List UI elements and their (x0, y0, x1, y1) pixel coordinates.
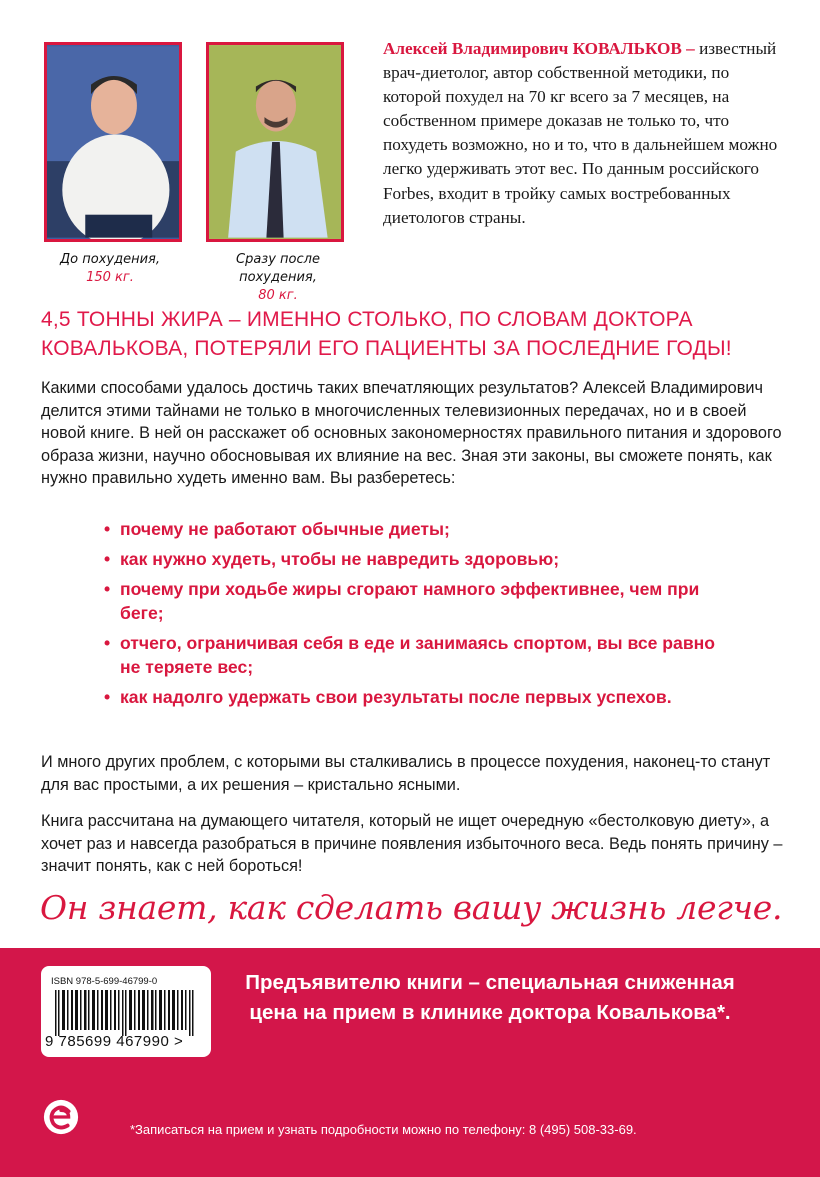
bullet-icon: • (104, 519, 111, 539)
bullet-icon: • (104, 687, 111, 707)
list-item: • как надолго удержать свои результаты после первых успехов. (104, 687, 672, 707)
person-before-image (47, 45, 179, 239)
audience-paragraph: Книга рассчитана на думающего читателя, который не ищет очередную «бестолковую диету», а хочет раз и навсегда разобраться в причине появления избыточного веса. Ведь понять причину – значит понять, как с ней бороться! (41, 812, 783, 876)
bullet-icon: • (104, 549, 111, 569)
bullet-icon: • (104, 579, 111, 599)
isbn-text: ISBN 978-5-699-46799-0 (51, 976, 158, 987)
barcode-bars-icon (55, 990, 201, 1036)
person-after-image (209, 45, 341, 239)
headline: 4,5 ТОННЫ ЖИРА – ИМЕННО СТОЛЬКО, ПО СЛОВАМ ДОКТОРА КОВАЛЬКОВА, ПОТЕРЯЛИ ЕГО ПАЦИЕНТЫ ЗА ПОСЛЕДНИЕ ГОДЫ! (41, 308, 732, 360)
caption-after-label: Сразу после похудения, (236, 252, 320, 285)
list-item: • отчего, ограничивая себя в еде и занимаясь спортом, вы все равно не теряете вес; (104, 633, 716, 677)
author-bio (383, 37, 788, 230)
list-item: • почему не работают обычные диеты; (104, 519, 450, 539)
closing-paragraph: И много других проблем, с которыми вы сталкивались в процессе похудения, наконец-то станут для вас простыми, а их решения – кристально ясными. (41, 753, 771, 794)
list-item: • как нужно худеть, чтобы не навредить здоровью; (104, 549, 560, 569)
footnote: *Записаться на прием и узнать подробности можно по телефону: 8 (495) 508-33-69. (130, 1122, 637, 1137)
caption-after-weight: 80 кг. (258, 288, 298, 303)
caption-before-weight: 150 кг. (86, 270, 134, 285)
list-item: • почему при ходьбе жиры сгорают намного эффективнее, чем при беге; (104, 579, 700, 623)
caption-after (198, 251, 358, 305)
slogan: Он знает, как сделать вашу жизнь легче. (40, 888, 783, 927)
intro-paragraph: Какими способами удалось достичь таких впечатляющих результатов? Алексей Владимирович делится этими тайнами не только в многочисленных телевизионных передачах, но и в своей новой книге. В ней он расскажет об основных закономерностях правильного питания и здорового образа жизни, научно обосновывая их влияние на вес. Зная эти законы, вы сможете понять, как нужно правильно худеть именно вам. Вы разберетесь: (41, 379, 782, 488)
caption-before (30, 251, 190, 287)
photo-before (44, 42, 182, 242)
author-name: Алексей Владимирович КОВАЛЬКОВ – (383, 39, 695, 58)
barcode (41, 966, 211, 1057)
publisher-logo-icon (42, 1098, 80, 1136)
benefits-list (104, 517, 724, 715)
barcode-digits: 9 785699 467990 > (45, 1033, 184, 1050)
bullet-icon: • (104, 633, 111, 653)
author-description: известный врач-диетолог, автор собственной методики, по которой похудел на 70 кг всего за 7 месяцев, на собственном примере доказав не только то, что похудеть возможно, но и то, что в дальнейшем можно легко удерживать этот вес. По данным российского Forbes, входит в тройку самых востребованных диетологов страны. (383, 39, 778, 227)
photo-after (206, 42, 344, 242)
caption-before-label: До похудения, (60, 252, 160, 267)
offer-text: Предъявителю книги – специальная сниженная цена на прием в клинике доктора Ковалькова*. (245, 971, 735, 1024)
